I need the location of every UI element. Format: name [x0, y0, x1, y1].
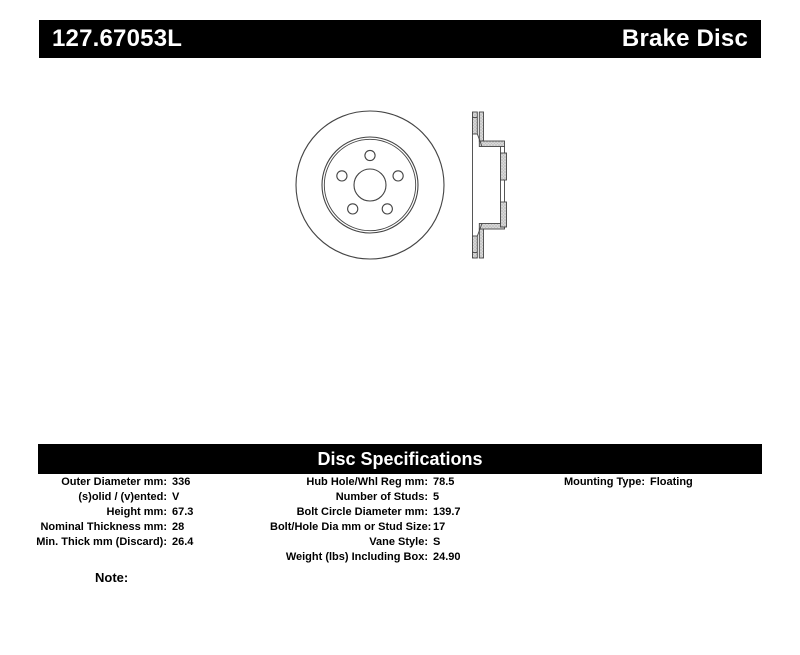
- stud-hole: [393, 171, 403, 181]
- spec-label: Weight (lbs) Including Box:: [285, 551, 428, 563]
- stud-hole: [365, 150, 375, 160]
- spec-label: Height mm:: [106, 506, 167, 518]
- top-inner-plate: [479, 112, 483, 141]
- spec-value: S: [433, 536, 441, 548]
- center-bore-circle: [354, 169, 386, 201]
- spec-row: [270, 535, 461, 550]
- bottom-outer-plate: [473, 236, 478, 258]
- bottom-inner-plate: [479, 229, 483, 258]
- spec-label: Outer Diameter mm:: [61, 476, 167, 488]
- spec-row: [270, 475, 461, 490]
- spec-column-right: [550, 475, 693, 490]
- spec-value: V: [172, 491, 180, 503]
- spec-row: [30, 535, 193, 550]
- stud-hole: [348, 204, 358, 214]
- spec-label: Vane Style:: [369, 536, 428, 548]
- stud-hole: [382, 204, 392, 214]
- disc-cross-section-view: [473, 112, 507, 258]
- spec-row: [550, 475, 693, 490]
- spec-value: 28: [172, 521, 185, 533]
- outer-diameter-circle: [296, 111, 444, 259]
- spec-row: [270, 520, 461, 535]
- header-bar: [39, 20, 761, 58]
- spec-row: [30, 475, 193, 490]
- spec-label: Nominal Thickness mm:: [40, 521, 167, 533]
- spec-value: 78.5: [433, 476, 455, 488]
- hub-flange-upper-section: [501, 153, 507, 180]
- spec-row: [30, 490, 193, 505]
- spec-value: 139.7: [433, 506, 461, 518]
- hat-ring-inner-circle: [324, 139, 415, 230]
- spec-value: 67.3: [172, 506, 194, 518]
- technical-drawing: [270, 95, 520, 275]
- product-type-title: Brake Disc: [621, 25, 748, 52]
- spec-row: [270, 550, 461, 565]
- top-outer-plate: [473, 112, 478, 134]
- spec-value: 24.90: [433, 551, 461, 563]
- spec-row: [270, 505, 461, 520]
- spec-label: (s)olid / (v)ented:: [78, 491, 167, 503]
- spec-value: Floating: [650, 476, 693, 488]
- spec-label: Mounting Type:: [563, 476, 645, 488]
- hat-ring-outer-circle: [322, 137, 418, 233]
- spec-label: Min. Thick mm (Discard):: [36, 536, 167, 548]
- hub-flange-lower-section: [501, 202, 507, 227]
- spec-section-title: Disc Specifications: [317, 448, 483, 469]
- spec-label: Bolt Circle Diameter mm:: [296, 506, 428, 518]
- spec-value: 26.4: [172, 536, 194, 548]
- spec-row: [30, 520, 193, 535]
- spec-label: Number of Studs:: [335, 491, 428, 503]
- part-number: 127.67053L: [52, 25, 183, 52]
- spec-value: 17: [433, 521, 446, 533]
- spec-value: 336: [172, 476, 191, 488]
- spec-label: Bolt/Hole Dia mm or Stud Size:: [270, 521, 432, 533]
- spec-column-left: [30, 475, 193, 550]
- spec-value: 5: [433, 491, 440, 503]
- hat-top-flange: [479, 141, 504, 147]
- stud-hole: [337, 171, 347, 181]
- spec-row: [270, 490, 461, 505]
- spec-row: [30, 505, 193, 520]
- spec-column-middle: [270, 475, 461, 565]
- note-label: Note:: [95, 570, 129, 585]
- spec-section-title-bar: [38, 444, 762, 474]
- disc-front-view: [296, 111, 444, 259]
- spec-label: Hub Hole/Whl Reg mm:: [306, 476, 428, 488]
